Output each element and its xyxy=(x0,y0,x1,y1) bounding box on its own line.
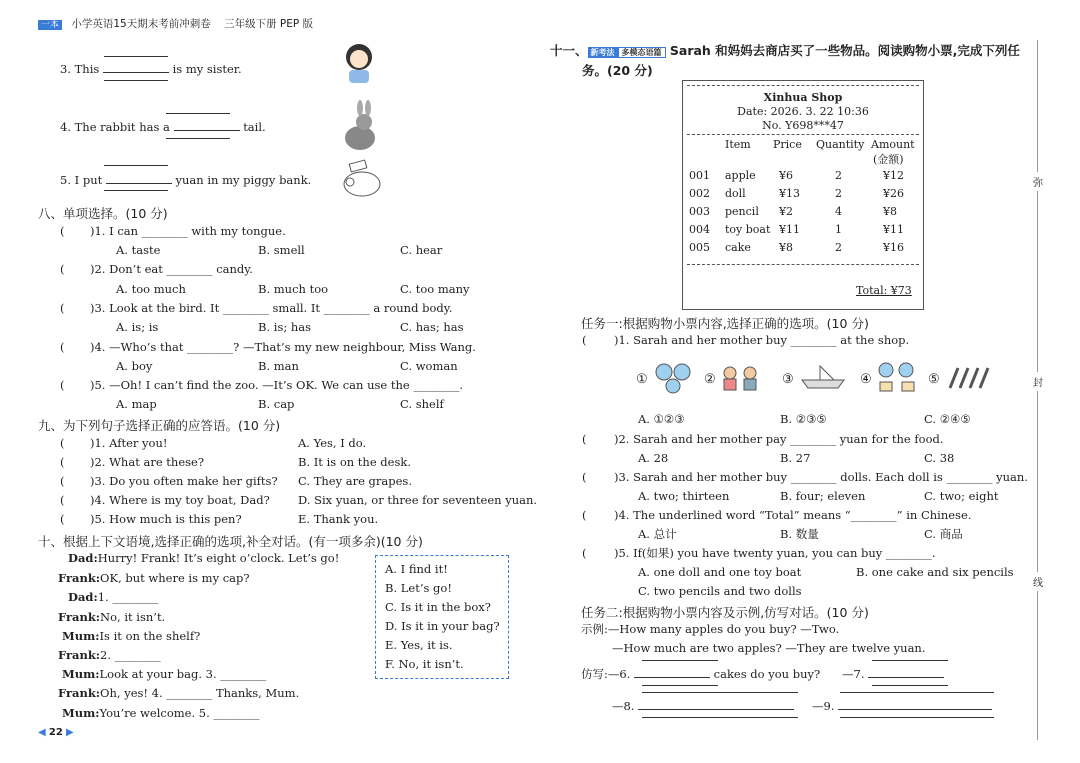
multimodal-tag: 多模态语篇 xyxy=(618,47,666,58)
speaker: Dad: xyxy=(68,590,98,604)
dialog-options-box xyxy=(375,555,509,679)
pic-num-5: ⑤ xyxy=(928,372,940,387)
mc-1-stem: )1. I can ________ with my tongue. xyxy=(90,224,286,238)
line-text: You’re welcome. 5. ________ xyxy=(99,706,260,720)
box-opt-b: B. Let’s go! xyxy=(385,581,452,595)
mc-5-opt-b: B. cap xyxy=(258,397,295,411)
side-char-feng: 封 xyxy=(1033,372,1043,391)
example-line-2: —How much are two apples? —They are twelve yuan. xyxy=(612,641,926,655)
match-a5: E. Thank you. xyxy=(298,512,379,526)
cell: ¥8 xyxy=(883,205,897,218)
page-number: ◀ 22 ▶ xyxy=(38,727,74,738)
mc-1-opt-a: A. taste xyxy=(116,243,161,257)
section-9-title: 九、为下列句子选择正确的应答语。(10 分) xyxy=(38,418,281,433)
write-q9: —9. xyxy=(812,699,992,713)
new-method-tag: 新考法 xyxy=(588,47,618,58)
col-amount-cn: (金额) xyxy=(873,153,904,166)
cell: 2 xyxy=(835,169,842,182)
cell: ¥13 xyxy=(779,187,800,200)
pic-num-2: ② xyxy=(704,372,716,387)
cell: pencil xyxy=(725,205,759,218)
rabbit-picture xyxy=(338,100,382,152)
q5: 5. I put yuan in my piggy bank. xyxy=(60,173,312,187)
t1-q3-opt-a: A. two; thirteen xyxy=(638,489,730,503)
t1-q5-opt-b: B. one cake and six pencils xyxy=(856,565,1014,579)
speaker: Frank: xyxy=(58,610,101,624)
side-char-mi: 弥 xyxy=(1033,172,1043,191)
write-q7: —7. xyxy=(842,667,944,681)
mc-3-opt-b: B. is; has xyxy=(258,320,312,334)
mc-1-opt-c: C. hear xyxy=(400,243,443,257)
box-opt-d: D. Is it in your bag? xyxy=(385,619,500,633)
match-q3: )3. Do you often make her gifts? xyxy=(90,474,278,488)
match-q1: )1. After you! xyxy=(90,436,168,450)
t1-q5-stem: )5. If(如果) you have twenty yuan, you can buy ________. xyxy=(614,546,936,560)
mc-2-opt-b: B. much too xyxy=(258,282,329,296)
t1-q3-stem: )3. Sarah and her mother buy ________ dolls. Each doll is ________ yuan. xyxy=(614,470,1028,484)
mc-4-opt-c: C. woman xyxy=(400,359,458,373)
section-8-title: 八、单项选择。(10 分) xyxy=(38,206,168,221)
match-q2: )2. What are these? xyxy=(90,455,204,469)
speaker: Dad: xyxy=(68,551,98,565)
line-text: Look at your bag. 3. ________ xyxy=(99,667,267,681)
line-text: No, it isn’t. xyxy=(100,610,166,624)
cell: 001 xyxy=(689,169,710,182)
cell: 003 xyxy=(689,205,710,218)
shop-name: Xinhua Shop xyxy=(763,91,843,104)
receipt-total: Total: ¥73 xyxy=(856,284,912,297)
speaker: Frank: xyxy=(58,571,101,585)
girl-picture xyxy=(340,40,378,84)
match-a1: A. Yes, I do. xyxy=(298,436,367,450)
speaker: Mum: xyxy=(62,706,100,720)
cell: ¥6 xyxy=(779,169,793,182)
speaker: Mum: xyxy=(62,667,100,681)
col-item: Item xyxy=(725,138,751,151)
q3: 3. This is my sister. xyxy=(60,62,242,76)
cell: cake xyxy=(725,241,751,254)
task-2-title: 任务二:根据购物小票内容及示例,仿写对话。(10 分) xyxy=(581,605,869,620)
cell: ¥11 xyxy=(779,223,800,236)
pic-num-4: ④ xyxy=(860,372,872,387)
cell: doll xyxy=(725,187,746,200)
mc-1-opt-b: B. smell xyxy=(258,243,305,257)
piggy-bank-picture xyxy=(340,158,386,198)
mc-2-stem: )2. Don’t eat ________ candy. xyxy=(90,262,253,276)
mc-2-opt-a: A. too much xyxy=(116,282,186,296)
match-a3: C. They are grapes. xyxy=(298,474,412,488)
mc-4-opt-a: A. boy xyxy=(116,359,153,373)
match-q4: )4. Where is my toy boat, Dad? xyxy=(90,493,270,507)
pic-num-1: ① xyxy=(636,372,648,387)
mc-5-opt-a: A. map xyxy=(116,397,157,411)
pencils-picture xyxy=(944,364,994,390)
receipt-no: No. Y698***47 xyxy=(762,119,844,132)
cell: toy boat xyxy=(725,223,771,236)
mc-2-opt-c: C. too many xyxy=(400,282,470,296)
cell: ¥2 xyxy=(779,205,793,218)
cell: 002 xyxy=(689,187,710,200)
col-amount: Amount xyxy=(871,138,915,151)
side-char-xian: 线 xyxy=(1033,572,1043,591)
line-text: Oh, yes! 4. ________ Thanks, Mum. xyxy=(100,686,300,700)
write-q8: —8. xyxy=(612,699,794,713)
mc-3-opt-c: C. has; has xyxy=(400,320,464,334)
cell: ¥12 xyxy=(883,169,904,182)
receipt-date: Date: 2026. 3. 22 10:36 xyxy=(737,105,869,118)
box-opt-a: A. I find it! xyxy=(385,562,448,576)
t1-q4-opt-c: C. 商品 xyxy=(924,527,963,541)
cell: 1 xyxy=(835,223,842,236)
t1-q4-opt-b: B. 数量 xyxy=(780,527,819,541)
q4: 4. The rabbit has a tail. xyxy=(60,120,266,134)
cell: ¥16 xyxy=(883,241,904,254)
page-header xyxy=(38,16,313,31)
col-price: Price xyxy=(773,138,802,151)
grade-label: 三年级下册 PEP 版 xyxy=(224,18,314,30)
mc-5-opt-c: C. shelf xyxy=(400,397,444,411)
match-q5: )5. How much is this pen? xyxy=(90,512,242,526)
t1-q4-opt-a: A. 总计 xyxy=(638,527,677,541)
t1-q1-opt-b: B. ②③⑤ xyxy=(780,412,827,426)
box-opt-c: C. Is it in the box? xyxy=(385,600,491,614)
example-line-1: 示例:—How many apples do you buy? —Two. xyxy=(581,622,840,636)
t1-q4-stem: )4. The underlined word “Total” means “________” in Chinese. xyxy=(614,508,972,522)
mc-4-stem: )4. —Who’s that ________? —That’s my new neighbour, Miss Wang. xyxy=(90,340,476,354)
mc-3-stem: )3. Look at the bird. It ________ small. It ________ a round body. xyxy=(90,301,453,315)
col-quantity: Quantity xyxy=(816,138,865,151)
line-text: OK, but where is my cap? xyxy=(100,571,250,585)
mc-4-opt-b: B. man xyxy=(258,359,299,373)
logo: 一本 xyxy=(38,20,62,30)
cell: 005 xyxy=(689,241,710,254)
cell: apple xyxy=(725,169,756,182)
cell: 2 xyxy=(835,241,842,254)
line-text: 2. ________ xyxy=(100,648,161,662)
mc-5-stem: )5. —Oh! I can’t find the zoo. —It’s OK. We can use the ________. xyxy=(90,378,463,392)
section-10-title: 十、根据上下文语境,选择正确的选项,补全对话。(有一项多余)(10 分) xyxy=(38,534,423,549)
cell: ¥26 xyxy=(883,187,904,200)
section-11-title: 十一、 新考法 多模态语篇 Sarah 和妈妈去商店买了一些物品。阅读购物小票,完成下列任 xyxy=(550,43,1020,58)
speaker: Mum: xyxy=(62,629,100,643)
line-text: 1. ________ xyxy=(97,590,159,604)
speaker: Frank: xyxy=(58,686,101,700)
cell: ¥8 xyxy=(779,241,793,254)
t1-q3-opt-b: B. four; eleven xyxy=(780,489,866,503)
task-1-title: 任务一:根据购物小票内容,选择正确的选项。(10 分) xyxy=(581,316,869,331)
shopping-receipt xyxy=(682,80,924,310)
mc-3-opt-a: A. is; is xyxy=(116,320,159,334)
write-q6: 仿写:—6. cakes do you buy? xyxy=(581,667,821,681)
t1-q1-stem: )1. Sarah and her mother buy ________ at the shop. xyxy=(614,333,910,347)
pic-num-3: ③ xyxy=(782,372,794,387)
t1-q5-opt-a: A. one doll and one toy boat xyxy=(638,565,802,579)
t1-q2-opt-c: C. 38 xyxy=(924,451,955,465)
apples-picture xyxy=(652,360,696,394)
speaker: Frank: xyxy=(58,648,101,662)
t1-q2-stem: )2. Sarah and her mother pay ________ yuan for the food. xyxy=(614,432,944,446)
t1-q2-opt-b: B. 27 xyxy=(780,451,811,465)
line-text: Is it on the shelf? xyxy=(99,629,201,643)
match-a2: B. It is on the desk. xyxy=(298,455,411,469)
book-title: 小学英语15天期末考前冲刺卷 xyxy=(71,18,211,30)
t1-q1-opt-a: A. ①②③ xyxy=(638,412,685,426)
toy-boat-picture xyxy=(798,364,848,390)
dolls-picture xyxy=(720,364,768,392)
section-11-title-2: 务。(20 分) xyxy=(582,63,653,78)
cell: ¥11 xyxy=(883,223,904,236)
cell: 4 xyxy=(835,205,842,218)
t1-q1-opt-c: C. ②④⑤ xyxy=(924,412,971,426)
match-a4: D. Six yuan, or three for seventeen yuan. xyxy=(298,493,538,507)
t1-q2-opt-a: A. 28 xyxy=(638,451,669,465)
cell: 2 xyxy=(835,187,842,200)
box-opt-e: E. Yes, it is. xyxy=(385,638,453,652)
cell: 004 xyxy=(689,223,710,236)
t1-q3-opt-c: C. two; eight xyxy=(924,489,999,503)
t1-q5-opt-c: C. two pencils and two dolls xyxy=(638,584,802,598)
box-opt-f: F. No, it isn’t. xyxy=(385,657,464,671)
line-text: Hurry! Frank! It’s eight o’clock. Let’s go! xyxy=(97,551,340,565)
apples-and-cakes-picture xyxy=(874,360,922,394)
